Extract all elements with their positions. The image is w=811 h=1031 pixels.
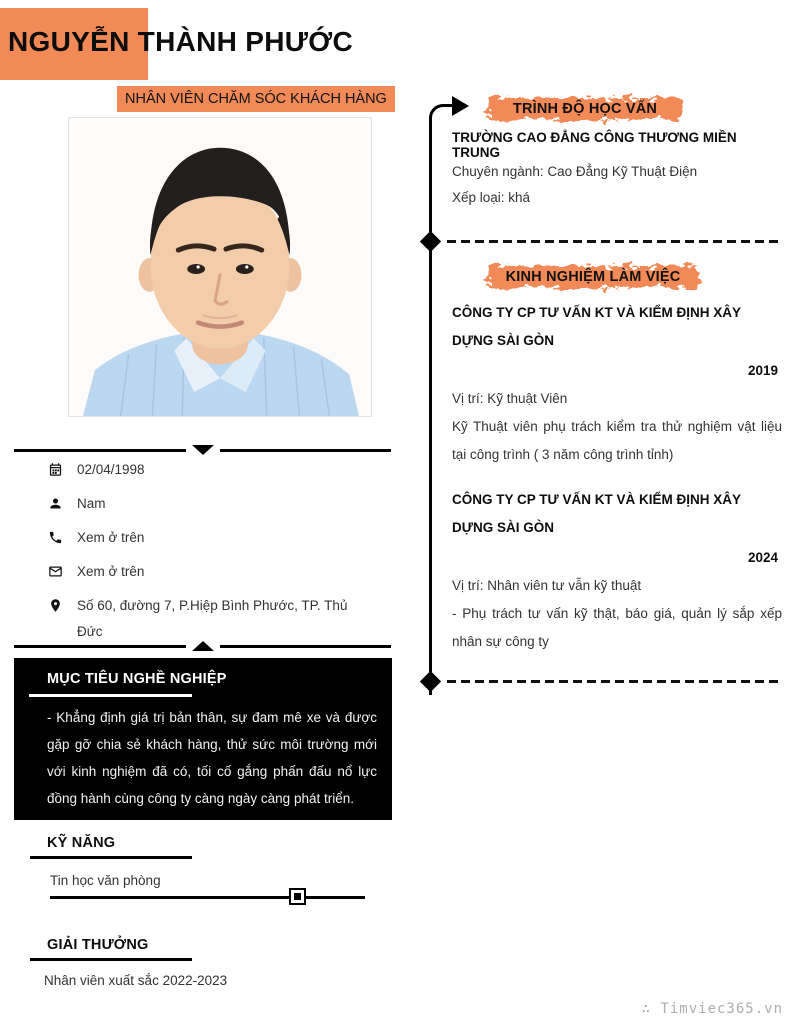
divider-line: [14, 645, 186, 648]
skill-label: Tin học văn phòng: [50, 873, 161, 888]
job-title-label: NHÂN VIÊN CHĂM SÓC KHÁCH HÀNG: [117, 86, 395, 112]
education-grade: Xếp loại: khá: [452, 190, 531, 205]
job-description: - Phụ trách tư vấn kỹ thật, báo giá, quản lý sắp xếp nhân sự công ty: [452, 606, 782, 649]
divider-line: [14, 449, 186, 452]
contact-list: [48, 457, 368, 653]
experience-title: KINH NGHIỆM LÀM VIỆC: [505, 269, 681, 285]
arrow-right-icon: [452, 96, 469, 116]
education-title: TRÌNH ĐỘ HỌC VẤN: [512, 101, 658, 117]
objective-section: [14, 658, 392, 820]
divider-arrow-down: [14, 445, 391, 455]
phone-value: Xem ở trên: [77, 530, 145, 545]
address-value: Số 60, đường 7, P.Hiệp Bình Phước, TP. Thủ Đức: [77, 598, 348, 639]
education-section-label: [478, 92, 692, 126]
job-company: CÔNG TY CP TƯ VẤN KT VÀ KIỂM ĐỊNH XÂY DỰNG SÀI GÒN: [452, 492, 741, 535]
award-item: Nhân viên xuất sắc 2022-2023: [44, 973, 228, 988]
objective-underline: [29, 694, 192, 697]
divider-line: [220, 645, 392, 648]
awards-title: GIẢI THƯỞNG: [47, 937, 149, 953]
job-year: 2024: [747, 550, 778, 565]
phone-icon: [48, 530, 64, 546]
calendar-icon: [48, 462, 64, 478]
skills-title: KỸ NĂNG: [47, 835, 116, 851]
candidate-name: NGUYỄN THÀNH PHƯỚC: [8, 26, 353, 57]
location-icon: [48, 598, 64, 614]
job-description: Kỹ Thuật viên phụ trách kiểm tra thử nghiệm vật liệu tại công trình ( 3 năm công trình tỉnh): [452, 419, 782, 462]
triangle-down-icon: [192, 445, 214, 455]
divider-line: [220, 449, 392, 452]
profile-photo: [68, 117, 372, 417]
dashed-divider: [447, 240, 780, 243]
contact-row-birthday: [48, 457, 368, 483]
dashed-divider: [447, 680, 780, 683]
job-company: CÔNG TY CP TƯ VẤN KT VÀ KIỂM ĐỊNH XÂY DỰNG SÀI GÒN: [452, 305, 741, 348]
contact-row-phone: [48, 525, 368, 551]
contact-row-email: [48, 559, 368, 585]
job-position: Vị trí: Nhân viên tư vẫn kỹ thuật: [452, 578, 642, 593]
objective-text: - Khẳng định giá trị bản thân, sự đam mê xe và được gặp gỡ chia sẻ khách hàng, thử sức môi trường mới với kinh nghiệm đã có, tối cố gắng phấn đấu nổ lực đồng hành cùng công ty càng ngày càng phát triển.: [47, 710, 377, 806]
objective-title: MỤC TIÊU NGHỀ NGHIỆP: [47, 671, 227, 687]
experience-section-label: [478, 260, 708, 294]
job-position: Vị trí: Kỹ thuật Viên: [452, 391, 568, 406]
contact-row-address: [48, 593, 368, 645]
email-value: Xem ở trên: [77, 564, 145, 579]
education-major: Chuyên ngành: Cao Đẳng Kỹ Thuật Điện: [452, 164, 698, 179]
email-icon: [48, 564, 64, 580]
user-icon: [48, 496, 64, 512]
skill-slider-track: [50, 896, 365, 899]
education-school: TRƯỜNG CAO ĐẲNG CÔNG THƯƠNG MIỀN TRUNG: [452, 130, 737, 160]
skill-slider-handle: [291, 890, 304, 903]
contact-row-gender: [48, 491, 368, 517]
site-watermark: ∴ Timviec365.vn: [641, 1001, 783, 1017]
skills-underline: [30, 856, 192, 859]
divider-arrow-up: [14, 641, 391, 651]
job-year: 2019: [747, 363, 778, 378]
awards-underline: [30, 958, 192, 961]
portrait-illustration: [69, 118, 371, 416]
birthday-value: 02/04/1998: [77, 462, 145, 477]
triangle-up-icon: [192, 641, 214, 651]
gender-value: Nam: [77, 496, 106, 511]
